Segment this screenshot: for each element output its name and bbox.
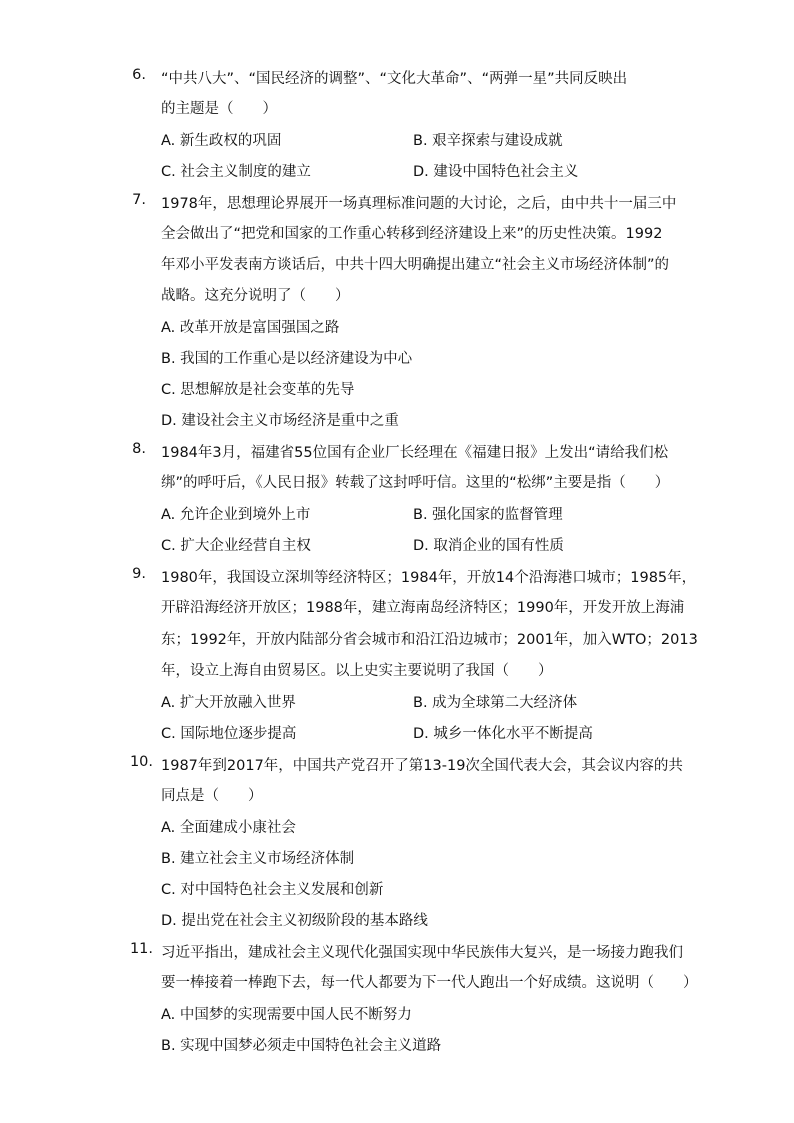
question-text-line: 习近平指出，建成社会主义现代化强国实现中华民族伟大复兴，是一场接力跑我们: [161, 945, 683, 961]
question-number: 6.: [132, 67, 146, 83]
option-a[interactable]: A. 改革开放是富国强国之路: [161, 320, 340, 336]
question-text-line: 年，设立上海自由贸易区。以上史实主要说明了我国（ ）: [161, 663, 553, 679]
option-c[interactable]: C. 社会主义制度的建立: [161, 164, 311, 180]
question-text-line: 要一棒接着一棒跑下去，每一代人都要为下一代人跑出一个好成绩。这说明（ ）: [161, 975, 698, 991]
option-a[interactable]: A. 扩大开放融入世界: [161, 695, 296, 711]
question-text-line: 1980年，我国设立深圳等经济特区；1984年，开放14个沿海港口城市；1985年，: [161, 570, 697, 586]
question-text-line: 东；1992年，开放内陆部分省会城市和沿江沿边城市；2001年，加入WTO；2013: [161, 632, 698, 648]
option-b[interactable]: B. 成为全球第二大经济体: [413, 695, 578, 711]
question-text-line: 开辟沿海经济开放区；1988年，建立海南岛经济特区；1990年，开发开放上海浦: [161, 600, 685, 616]
option-a[interactable]: A. 中国梦的实现需要中国人民不断努力: [161, 1007, 412, 1023]
option-c[interactable]: C. 扩大企业经营自主权: [161, 538, 311, 554]
question-text-line: 1984年3月，福建省55位国有企业厂长经理在《福建日报》上发出“请给我们松: [161, 445, 669, 461]
option-a[interactable]: A. 允许企业到境外上市: [161, 507, 311, 523]
option-d[interactable]: D. 取消企业的国有性质: [413, 538, 564, 554]
option-a[interactable]: A. 全面建成小康社会: [161, 820, 296, 836]
option-b[interactable]: B. 我国的工作重心是以经济建设为中心: [161, 351, 413, 367]
option-c[interactable]: C. 对中国特色社会主义发展和创新: [161, 882, 384, 898]
option-b[interactable]: B. 建立社会主义市场经济体制: [161, 851, 355, 867]
question-text-line: 战略。这充分说明了（ ）: [161, 288, 350, 304]
option-b[interactable]: B. 艰辛探索与建设成就: [413, 133, 563, 149]
question-number: 8.: [132, 441, 146, 457]
question-number: 9.: [132, 566, 146, 582]
question-text-line: “中共八大”、“国民经济的调整”、“文化大革命”、“两弹一星”共同反映出: [161, 71, 628, 87]
option-a[interactable]: A. 新生政权的巩固: [161, 133, 282, 149]
question-text-line: 年邓小平发表南方谈话后，中共十四大明确提出建立“社会主义市场经济体制”的: [161, 257, 670, 273]
option-c[interactable]: C. 国际地位逐步提高: [161, 726, 297, 742]
question-number: 10.: [129, 754, 153, 770]
question-text-line: 1978年，思想理论界展开一场真理标准问题的大讨论，之后，由中共十一届三中: [161, 196, 677, 212]
option-d[interactable]: D. 建设中国特色社会主义: [413, 164, 579, 180]
option-b[interactable]: B. 强化国家的监督管理: [413, 507, 563, 523]
question-text-line: 的主题是（ ）: [161, 101, 277, 117]
option-c[interactable]: C. 思想解放是社会变革的先导: [161, 382, 355, 398]
question-text-line: 绑”的呼吁后，《人民日报》转载了这封呼吁信。这里的“松绑”主要是指（ ）: [161, 475, 670, 491]
option-d[interactable]: D. 城乡一体化水平不断提高: [413, 726, 593, 742]
question-number: 11.: [129, 941, 153, 957]
option-b[interactable]: B. 实现中国梦必须走中国特色社会主义道路: [161, 1038, 442, 1054]
question-text-line: 同点是（ ）: [161, 788, 263, 804]
option-d[interactable]: D. 建设社会主义市场经济是重中之重: [161, 413, 399, 429]
option-d[interactable]: D. 提出党在社会主义初级阶段的基本路线: [161, 913, 428, 929]
question-text-line: 全会做出了“把党和国家的工作重心转移到经济建设上来”的历史性决策。1992: [161, 226, 663, 242]
question-text-line: 1987年到2017年，中国共产党召开了第13-19次全国代表大会，其会议内容的共: [161, 758, 683, 774]
question-number: 7.: [132, 192, 146, 208]
